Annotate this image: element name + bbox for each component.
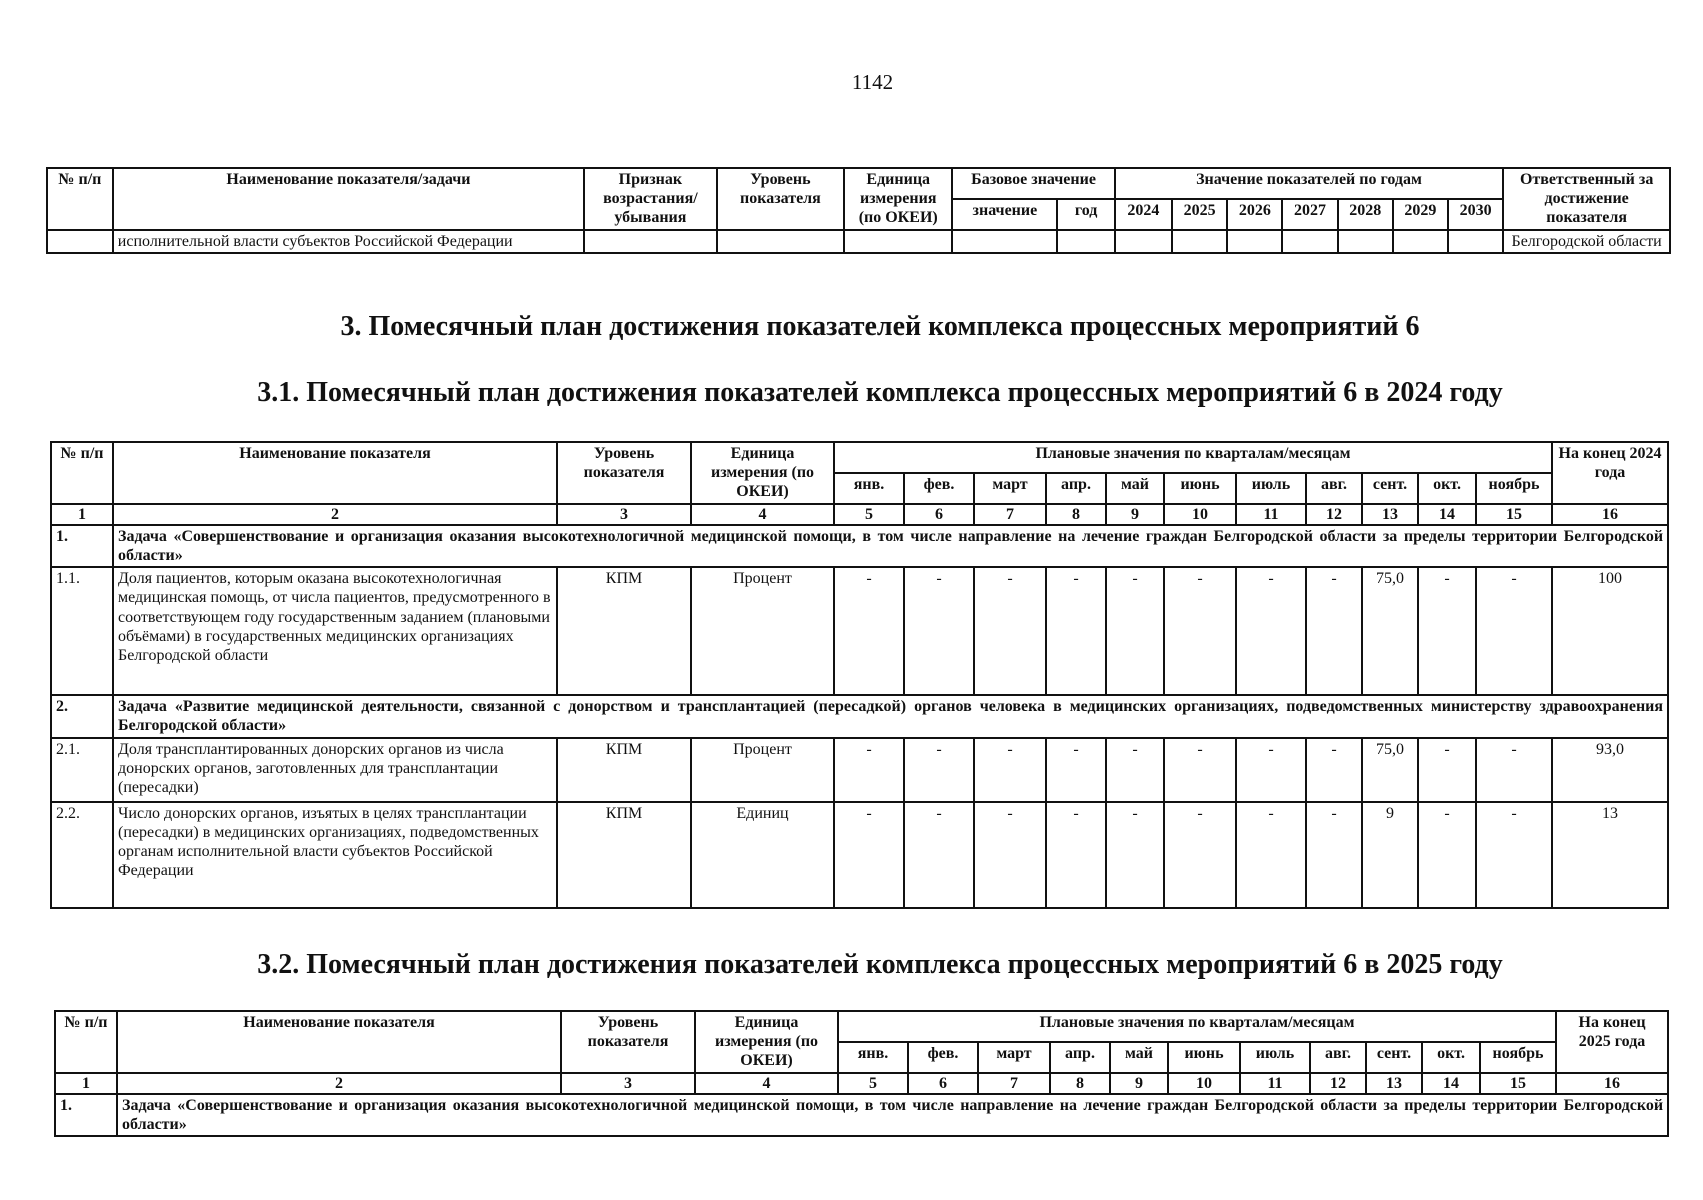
section-heading-3: 3. Помесячный план достижения показателей комплекса процессных мероприятий 6 <box>340 311 1420 342</box>
col-year-header: 2030 <box>1448 199 1503 230</box>
level-cell: КПМ <box>557 802 691 908</box>
column-number: 4 <box>695 1073 838 1094</box>
col-responsible-header: Ответственный за достижение показателя <box>1503 168 1670 230</box>
column-numbers-row <box>55 1073 1668 1094</box>
col-name-header: Наименование показателя/задачи <box>113 168 584 230</box>
col-year-header: 2024 <box>1115 199 1172 230</box>
month-value: - <box>1106 802 1164 908</box>
column-number: 7 <box>978 1073 1050 1094</box>
month-value: - <box>1418 567 1476 695</box>
task-num: 1. <box>51 525 113 567</box>
month-value: - <box>974 802 1046 908</box>
month-value: - <box>1106 567 1164 695</box>
task-text: Задача «Совершенствование и организация оказания высокотехнологичной медицинской помощи, в том числе направление на лечение граждан Белгородской области за пределы территории Белгородской области» <box>117 1094 1668 1136</box>
col-month-header: июль <box>1236 473 1306 504</box>
month-value: 75,0 <box>1362 567 1418 695</box>
col-month-header: фев. <box>908 1042 978 1073</box>
column-number: 9 <box>1110 1073 1168 1094</box>
row-num: 2.1. <box>51 738 113 802</box>
col-base-header: Базовое значение <box>952 168 1114 199</box>
col-plan-group-header: Плановые значения по кварталам/месяцам <box>834 442 1552 473</box>
column-number: 9 <box>1106 504 1164 525</box>
column-number: 2 <box>117 1073 561 1094</box>
column-number: 1 <box>51 504 113 525</box>
indicator-name: Число донорских органов, изъятых в целях трансплантации (пересадки) в медицинских организациях, подведомственных органам исполнительной власти субъектов Российской Федерации <box>113 802 557 908</box>
task-row <box>55 1094 1668 1136</box>
column-number: 14 <box>1418 504 1476 525</box>
column-number: 16 <box>1552 504 1668 525</box>
column-number: 11 <box>1240 1073 1310 1094</box>
unit-cell: Единиц <box>691 802 834 908</box>
month-value: 75,0 <box>1362 738 1418 802</box>
col-month-header: ноябрь <box>1480 1042 1556 1073</box>
column-number: 10 <box>1168 1073 1240 1094</box>
col-level-header: Уровень показателя <box>717 168 844 230</box>
end-value: 100 <box>1552 567 1668 695</box>
column-number: 7 <box>974 504 1046 525</box>
col-num-header: № п/п <box>55 1011 117 1073</box>
task-num: 1. <box>55 1094 117 1136</box>
month-value: - <box>904 802 974 908</box>
month-value: - <box>1306 802 1362 908</box>
column-number: 4 <box>691 504 834 525</box>
month-value: - <box>974 567 1046 695</box>
col-year-header: 2026 <box>1227 199 1282 230</box>
monthly-plan-2025-table <box>54 1010 1669 1137</box>
month-value: - <box>904 567 974 695</box>
month-value: - <box>904 738 974 802</box>
month-value: - <box>1236 738 1306 802</box>
col-years-group-header: Значение показателей по годам <box>1115 168 1504 199</box>
month-value: - <box>1236 567 1306 695</box>
month-value: - <box>1476 802 1552 908</box>
end-value: 13 <box>1552 802 1668 908</box>
col-plan-group-header: Плановые значения по кварталам/месяцам <box>838 1011 1556 1042</box>
table-row <box>51 738 1668 802</box>
page-number: 1142 <box>851 70 894 94</box>
task-text: Задача «Развитие медицинской деятельности, связанной с донорством и трансплантацией (пересадкой) органов человека в медицинских организациях, подведомственных министерству здравоохранения Белгородской области» <box>113 695 1668 737</box>
level-cell: КПМ <box>557 738 691 802</box>
col-month-header: апр. <box>1050 1042 1110 1073</box>
col-month-header: окт. <box>1418 473 1476 504</box>
column-number: 14 <box>1422 1073 1480 1094</box>
month-value: - <box>1306 738 1362 802</box>
month-value: - <box>1418 738 1476 802</box>
column-number: 13 <box>1366 1073 1422 1094</box>
col-month-header: янв. <box>834 473 904 504</box>
table-row <box>51 802 1668 908</box>
col-unit-header: Единица измерения (по ОКЕИ) <box>695 1011 838 1073</box>
month-value: - <box>1106 738 1164 802</box>
col-end-2024-header: На конец 2024 года <box>1552 442 1668 504</box>
col-year-header: 2025 <box>1172 199 1227 230</box>
task-num: 2. <box>51 695 113 737</box>
month-value: - <box>1046 567 1106 695</box>
column-number: 15 <box>1480 1073 1556 1094</box>
col-sign-header: Признак возрастания/ убывания <box>584 168 717 230</box>
task-text: Задача «Совершенствование и организация оказания высокотехнологичной медицинской помощи, в том числе направление на лечение граждан Белгородской области за пределы территории Белгородской области» <box>113 525 1668 567</box>
col-month-header: янв. <box>838 1042 908 1073</box>
indicator-name: исполнительной власти субъектов Российской Федерации <box>113 230 584 253</box>
column-number: 5 <box>838 1073 908 1094</box>
row-num: 1.1. <box>51 567 113 695</box>
col-year-header: 2029 <box>1393 199 1448 230</box>
row-num: 2.2. <box>51 802 113 908</box>
column-number: 13 <box>1362 504 1418 525</box>
col-year-header: 2027 <box>1282 199 1337 230</box>
month-value: - <box>1164 802 1236 908</box>
col-month-header: сент. <box>1366 1042 1422 1073</box>
col-month-header: авг. <box>1310 1042 1366 1073</box>
col-num-header: № п/п <box>47 168 113 230</box>
column-number: 8 <box>1050 1073 1110 1094</box>
month-value: - <box>834 738 904 802</box>
column-number: 10 <box>1164 504 1236 525</box>
month-value: - <box>1164 738 1236 802</box>
column-number: 1 <box>55 1073 117 1094</box>
col-name-header: Наименование показателя <box>113 442 557 504</box>
month-value: - <box>1418 802 1476 908</box>
month-value: - <box>1046 738 1106 802</box>
col-month-header: июнь <box>1168 1042 1240 1073</box>
column-number: 11 <box>1236 504 1306 525</box>
col-name-header: Наименование показателя <box>117 1011 561 1073</box>
column-number: 3 <box>557 504 691 525</box>
col-year-header: 2028 <box>1338 199 1393 230</box>
task-row <box>51 695 1668 737</box>
column-number: 15 <box>1476 504 1552 525</box>
col-month-header: июль <box>1240 1042 1310 1073</box>
level-cell: КПМ <box>557 567 691 695</box>
unit-cell: Процент <box>691 567 834 695</box>
col-month-header: апр. <box>1046 473 1106 504</box>
column-number: 3 <box>561 1073 695 1094</box>
col-month-header: фев. <box>904 473 974 504</box>
responsible-cell: Белгородской области <box>1503 230 1670 253</box>
col-level-header: Уровень показателя <box>557 442 691 504</box>
month-value: - <box>1476 738 1552 802</box>
task-row <box>51 525 1668 567</box>
col-end-2025-header: На конец 2025 года <box>1556 1011 1668 1073</box>
indicators-table-continued <box>46 167 1671 254</box>
col-base-year-header: год <box>1057 199 1114 230</box>
col-month-header: март <box>974 473 1046 504</box>
col-base-value-header: значение <box>952 199 1057 230</box>
indicator-name: Доля трансплантированных донорских органов из числа донорских органов, заготовленных для трансплантации (пересадки) <box>113 738 557 802</box>
month-value: - <box>1046 802 1106 908</box>
col-month-header: авг. <box>1306 473 1362 504</box>
column-numbers-row <box>51 504 1668 525</box>
section-heading-3-2: 3.2. Помесячный план достижения показателей комплекса процессных мероприятий 6 в 2025 году <box>257 949 1503 980</box>
end-value: 93,0 <box>1552 738 1668 802</box>
col-unit-header: Единица измерения (по ОКЕИ) <box>691 442 834 504</box>
column-number: 12 <box>1306 504 1362 525</box>
month-value: - <box>834 802 904 908</box>
col-month-header: июнь <box>1164 473 1236 504</box>
month-value: - <box>1164 567 1236 695</box>
col-month-header: март <box>978 1042 1050 1073</box>
section-heading-3-1: 3.1. Помесячный план достижения показателей комплекса процессных мероприятий 6 в 2024 году <box>257 377 1503 408</box>
column-number: 8 <box>1046 504 1106 525</box>
month-value: - <box>1476 567 1552 695</box>
unit-cell: Процент <box>691 738 834 802</box>
month-value: - <box>1236 802 1306 908</box>
col-unit-header: Единица измерения (по ОКЕИ) <box>844 168 952 230</box>
col-num-header: № п/п <box>51 442 113 504</box>
table-row <box>47 230 1670 253</box>
month-value: - <box>1306 567 1362 695</box>
month-value: - <box>834 567 904 695</box>
col-month-header: сент. <box>1362 473 1418 504</box>
col-level-header: Уровень показателя <box>561 1011 695 1073</box>
col-month-header: май <box>1110 1042 1168 1073</box>
col-month-header: окт. <box>1422 1042 1480 1073</box>
column-number: 6 <box>904 504 974 525</box>
month-value: 9 <box>1362 802 1418 908</box>
column-number: 5 <box>834 504 904 525</box>
column-number: 12 <box>1310 1073 1366 1094</box>
column-number: 16 <box>1556 1073 1668 1094</box>
month-value: - <box>974 738 1046 802</box>
monthly-plan-2024-table <box>50 441 1669 909</box>
col-month-header: май <box>1106 473 1164 504</box>
column-number: 6 <box>908 1073 978 1094</box>
table-row <box>51 567 1668 695</box>
col-month-header: ноябрь <box>1476 473 1552 504</box>
indicator-name: Доля пациентов, которым оказана высокотехнологичная медицинская помощь, от числа пациентов, предусмотренного в соответствующем году государственным заданием (плановыми объёмами) в государственных медицинских организациях Белгородской области <box>113 567 557 695</box>
column-number: 2 <box>113 504 557 525</box>
